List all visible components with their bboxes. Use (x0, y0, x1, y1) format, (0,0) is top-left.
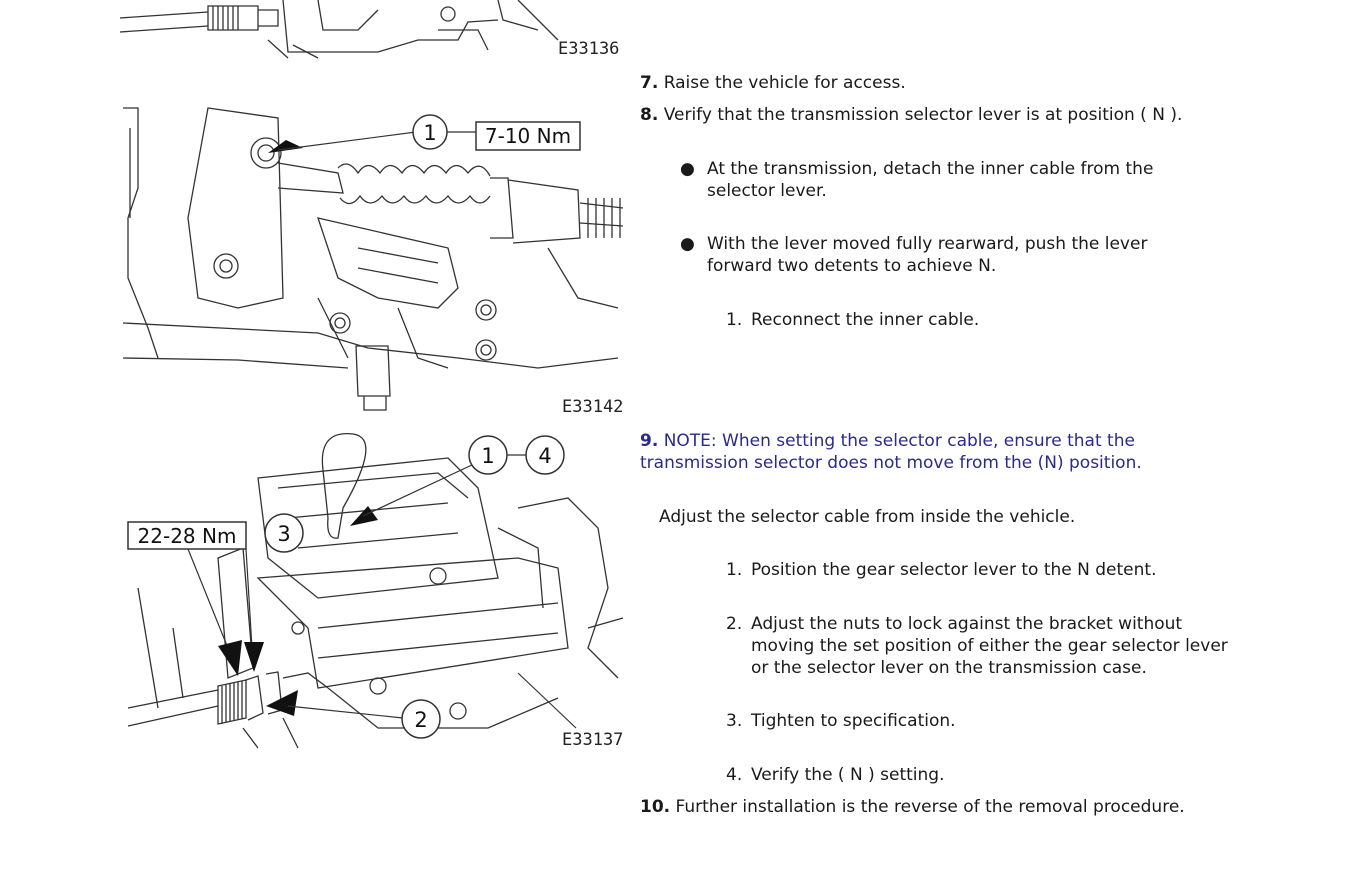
figure-e33136 (118, 0, 628, 62)
substep-text: Adjust the nuts to lock against the bracket without moving the set position of either the gear selector lever or the selector lever on the transmission case. (751, 614, 1228, 678)
figure-e33142 (118, 98, 628, 418)
callout-arrow (244, 642, 264, 672)
step-text: Raise the vehicle for access. (663, 73, 906, 93)
step-9-note (640, 430, 1200, 474)
callout-number: 1 (481, 444, 495, 468)
bullet-text: With the lever moved fully rearward, push the lever forward two detents to achieve N. (707, 234, 1148, 276)
substep-text: Reconnect the inner cable. (751, 310, 980, 330)
callout-arrow (218, 640, 242, 676)
callout-number: 1 (423, 121, 437, 145)
step-10 (640, 796, 1185, 818)
callout-number: 3 (277, 522, 291, 546)
callout-number: 2 (414, 708, 428, 732)
substep-number: 2. (726, 614, 743, 634)
substep-text: Position the gear selector lever to the N detent. (751, 560, 1157, 580)
figure-e33137-drawing (118, 428, 628, 754)
substep-text: Tighten to specification. (751, 711, 956, 731)
figure-id-label: E33136 (558, 39, 620, 59)
figure-e33142-drawing (118, 98, 628, 418)
step-number: 10. (640, 797, 671, 817)
step-number: 8. (640, 105, 659, 125)
callout-arrow (266, 690, 298, 716)
intro-text: Adjust the selector cable from inside the vehicle. (659, 507, 1076, 527)
step-number: 7. (640, 73, 659, 93)
step-number: 9. (640, 431, 659, 451)
bullet-dot: ● (680, 159, 695, 179)
step-8 (640, 104, 1182, 126)
callout-number: 4 (538, 444, 552, 468)
substep-text: Verify the ( N ) setting. (751, 765, 945, 785)
step-text: Further installation is the reverse of the removal procedure. (675, 797, 1185, 817)
bullet-text: At the transmission, detach the inner cable from the selector lever. (707, 159, 1154, 201)
torque-label: 7-10 Nm (484, 124, 572, 148)
substep-number: 1. (726, 310, 743, 330)
torque-label: 22-28 Nm (137, 524, 237, 548)
substep-number: 3. (726, 711, 743, 731)
figure-id-label: E33137 (562, 730, 624, 750)
figure-e33136-drawing (118, 0, 628, 62)
step-text: Verify that the transmission selector lever is at position ( N ). (663, 105, 1183, 125)
figure-e33137 (118, 428, 628, 754)
step-9-intro (659, 506, 1075, 528)
callout-arrow (268, 140, 303, 153)
note-text: NOTE: When setting the selector cable, ensure that the transmission selector does not move from the (N) position. (640, 431, 1142, 473)
bullet-dot: ● (680, 234, 695, 254)
substep-number: 4. (726, 765, 743, 785)
step-7 (640, 72, 906, 94)
figure-id-label: E33142 (562, 397, 624, 417)
substep-number: 1. (726, 560, 743, 580)
